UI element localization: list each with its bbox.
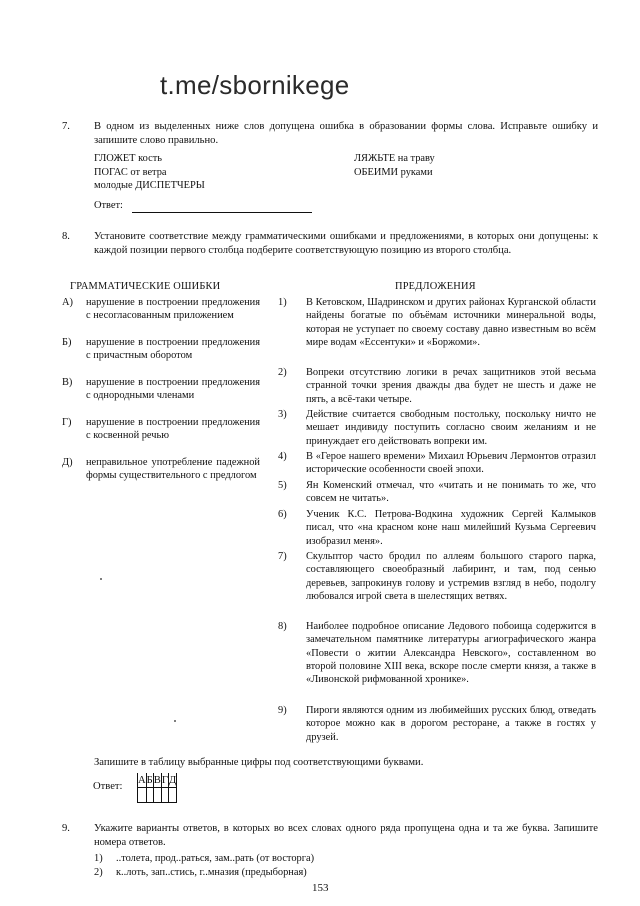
sentence-item [278, 508, 596, 550]
error-text: неправильное употребление падежной формы существительного с предлогом [86, 457, 260, 482]
task-instruction: В одном из выделенных ниже слов допущена ошибка в образовании формы слова. Исправьте ошибку и запишите слово правильно. [94, 121, 598, 146]
task-7-words-left [94, 152, 205, 193]
option-item [94, 866, 314, 880]
word-item: молодые ДИСПЕТЧЕРЫ [94, 180, 205, 191]
table-letter: В [153, 774, 161, 786]
word-item: ПОГАС от ветра [94, 166, 167, 178]
task-instruction: Укажите варианты ответов, в которых во всех словах одного ряда пропущена одна и та же буква. Запишите номера ответов. [94, 823, 598, 848]
error-item [62, 376, 260, 416]
sentences-list [278, 296, 596, 746]
word-item: ОБЕИМИ руками [354, 166, 433, 178]
error-key: Д) [62, 457, 73, 468]
scan-speck [174, 720, 176, 722]
sentence-text: Вопреки отсутствию логики в речах защитников этой весьма странной точки зрения дважды два будет не шесть и даже не пять, а всё-таки четыре. [306, 367, 596, 405]
sentence-text: Ян Коменский отмечал, что «читать и не понимать то же, что совсем не читать». [306, 480, 596, 505]
error-item [62, 456, 260, 496]
task-number: 7. [62, 121, 70, 132]
sentence-text: Наиболее подробное описание Ледового побоища содержится в замечательном памятнике литературы агиографического жанра «Повести о житии Александра Невского», составленном во второй половине XIII века, вскоре после смерти князя, а также в «Ливонской рифмованной хронике». [306, 621, 596, 686]
error-key: А) [62, 297, 73, 308]
answer-cell[interactable] [146, 788, 153, 803]
error-key: В) [62, 377, 73, 388]
answer-cell[interactable] [153, 788, 161, 803]
sentence-key: 8) [278, 621, 287, 632]
error-text: нарушение в построении предложения с косвенной речью [86, 417, 260, 442]
option-item [94, 852, 314, 866]
answer-table [137, 773, 177, 803]
sentence-item [278, 620, 596, 704]
answer-cell[interactable] [168, 788, 176, 803]
error-text: нарушение в построении предложения с причастным оборотом [86, 337, 260, 362]
sentence-key: 5) [278, 480, 287, 491]
error-item [62, 336, 260, 376]
task-9-options [94, 852, 314, 880]
sentence-item [278, 296, 596, 366]
answer-label: Ответ: [94, 200, 123, 211]
sentence-key: 3) [278, 409, 287, 420]
option-text: ..толета, прод..раться, зам..рать (от восторга) [116, 853, 315, 864]
error-item [62, 296, 260, 336]
scan-speck [100, 578, 102, 580]
error-key: Б) [62, 337, 72, 348]
answer-cell[interactable] [138, 788, 147, 803]
task-7-words-right [354, 152, 435, 179]
sentence-text: Ученик К.С. Петрова-Водкина художник Сергей Калмыков писал, что «на красном коне наш милейший Кузьма Сергеевич изобразил меня». [306, 509, 596, 547]
table-letter: Б [146, 774, 153, 786]
table-instruction: Запишите в таблицу выбранные цифры под соответствующими буквами. [94, 757, 424, 768]
sentence-item [278, 450, 596, 479]
option-key: 1) [94, 853, 103, 864]
error-key: Г) [62, 417, 72, 428]
answer-label: Ответ: [93, 781, 123, 792]
sentence-text: В «Герое нашего времени» Михаил Юрьевич Лермонтов отразил исторические особенности своей эпохи. [306, 451, 596, 476]
sentence-key: 4) [278, 451, 287, 462]
sentence-item [278, 550, 596, 620]
sentence-item [278, 479, 596, 508]
word-item: ЛЯЖЬТЕ на траву [354, 153, 435, 164]
error-text: нарушение в построении предложения с несогласованным приложением [86, 297, 260, 322]
errors-list [62, 296, 260, 496]
sentence-item [278, 408, 596, 450]
table-letter: Д [168, 774, 177, 786]
answer-cell[interactable] [161, 788, 168, 803]
sentence-key: 7) [278, 551, 287, 562]
answer-line[interactable] [132, 201, 312, 213]
task-number: 8. [62, 231, 70, 242]
sentence-text: Действие считается свободным постольку, поскольку ничто не мешает индивиду поступить согласно своим желаниям и не принуждает его действовать вопреки им. [306, 409, 596, 447]
sentence-item [278, 366, 596, 408]
task-instruction: Установите соответствие между грамматическими ошибками и предложениями, в которых они допущены: к каждой позиции первого столбца подберите соответствующую позицию из второго столбца. [94, 231, 598, 256]
watermark-text: t.me/sbornikege [160, 70, 350, 100]
option-key: 2) [94, 867, 103, 878]
table-letter: А [138, 774, 146, 786]
page-number: 153 [312, 882, 329, 894]
error-text: нарушение в построении предложения с однородными членами [86, 377, 260, 402]
option-text: к..лоть, зап..стись, г..мназия (предыборная) [116, 867, 307, 878]
sentence-key: 2) [278, 367, 287, 378]
sentence-text: Скульптор часто бродил по аллеям большого старого парка, составляющего своеобразный лабиринт, и там, под сенью деревьев, запрокинув голову и устремив взгляд в небо, подолгу любовался игрой света в шелестящих ветвях. [306, 551, 596, 602]
error-item [62, 416, 260, 456]
sentences-column-header: ПРЕДЛОЖЕНИЯ [395, 281, 476, 292]
sentence-item [278, 704, 596, 746]
sentence-key: 6) [278, 509, 287, 520]
table-letter: Г [161, 774, 168, 786]
sentence-text: Пироги являются одним из любимейших русских блюд, отведать которое можно как в дорогом ресторане, а также в гостях у друзей. [306, 705, 596, 743]
sentence-key: 1) [278, 297, 287, 308]
sentence-text: В Кетовском, Шадринском и других районах Курганской области найдены богатые по объёмам источники минеральной воды, которая не уступает по своему составу давно известным во всём мире водам «Ессентуки» и «Боржоми». [306, 297, 596, 348]
word-item: ГЛОЖЕТ кость [94, 153, 162, 164]
sentence-key: 9) [278, 705, 287, 716]
task-number: 9. [62, 823, 70, 834]
task-7-answer [94, 199, 312, 213]
errors-column-header: ГРАММАТИЧЕСКИЕ ОШИБКИ [70, 281, 221, 292]
